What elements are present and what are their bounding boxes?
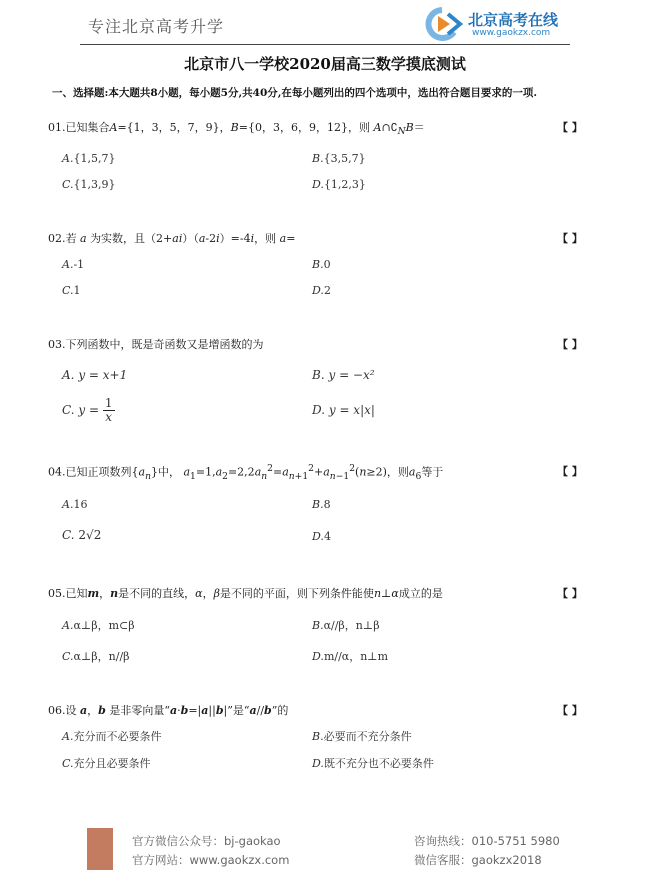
question-text: 是非零向量“	[109, 704, 170, 717]
question-text: 是不同的直线，	[118, 587, 196, 600]
option-d	[312, 403, 375, 417]
option-b	[312, 498, 331, 511]
option-b	[312, 258, 331, 271]
footer-accent-bar	[87, 828, 113, 870]
option-b	[312, 368, 375, 382]
option-letter: D.	[312, 530, 324, 543]
answer-bracket: 【 】	[557, 465, 583, 478]
option-text: 0	[323, 258, 331, 271]
question-text: ，	[99, 587, 111, 600]
question-text: 若	[65, 232, 77, 245]
fraction-one-over-x: $\frac{1}{x}$	[104, 396, 113, 424]
question-number: 04.	[48, 465, 66, 479]
option-a	[62, 368, 127, 382]
question-text: ={1，3，5，7，9}，	[117, 121, 231, 134]
footer-service: 微信客服：gaokzx2018	[414, 853, 542, 867]
option-letter: A.	[62, 498, 74, 511]
option-text: {1,5,7}	[73, 152, 116, 165]
option-text: α⊥β，n//β	[73, 650, 130, 663]
header-divider	[80, 44, 570, 45]
option-letter: A.	[62, 730, 74, 743]
option-text: -1	[73, 258, 85, 271]
question-number: 06.	[48, 704, 66, 717]
gaokao-logo-icon	[420, 6, 464, 42]
option-letter: D.	[312, 403, 326, 417]
option-text: y = −x²	[328, 368, 375, 382]
option-text: 2√2	[78, 528, 102, 542]
option-letter: C.	[62, 650, 74, 663]
answer-bracket: 【 】	[557, 232, 583, 245]
footer-website[interactable]: 官方网站：www.gaokzx.com	[132, 853, 290, 867]
option-letter: B.	[312, 619, 324, 632]
question-text: ）（	[182, 232, 199, 245]
question-text: 已知正项数列	[65, 465, 132, 479]
option-text: 充分且必要条件	[73, 757, 151, 770]
option-d	[312, 755, 434, 771]
option-c	[62, 755, 151, 771]
option-letter: D.	[312, 650, 324, 663]
option-text: 2	[323, 284, 331, 297]
answer-bracket: 【 】	[557, 121, 583, 134]
option-letter: A.	[62, 368, 75, 382]
site-logo	[420, 6, 580, 42]
option-text: 充分而不必要条件	[73, 730, 162, 743]
option-letter: B.	[312, 498, 324, 511]
logo-title: 北京高考在线	[468, 11, 559, 29]
question-number: 05.	[48, 587, 66, 600]
option-text: α⊥β，m⊂β	[73, 619, 135, 632]
question-4: 04.已知正项数列$\{a_n\}$中， $a_1=1,a_2=2,2a_n^2=a_{n+1}^2+a_{n-1}^2(n\ge 2)$，则$a_6$等于	[48, 463, 444, 482]
question-text: 下列函数中，既是奇函数又是增函数的为	[65, 338, 264, 351]
option-c	[62, 528, 101, 542]
option-b	[312, 617, 380, 633]
question-text: -2	[205, 232, 217, 245]
option-a	[62, 258, 84, 271]
option-letter: B.	[312, 730, 324, 743]
option-a	[62, 728, 161, 744]
option-text: 必要而不充分条件	[323, 730, 412, 743]
option-b	[312, 152, 366, 165]
option-letter: B.	[312, 258, 324, 271]
question-text: 设	[65, 704, 77, 717]
option-text: 既不充分也不必要条件	[323, 757, 434, 770]
option-a	[62, 498, 87, 511]
answer-bracket: 【 】	[557, 338, 583, 351]
section-heading: 一、选择题:本大题共8小题，每小题5分,共40分,在每小题列出的四个选项中，选出符合题目要求的一项.	[52, 87, 538, 99]
question-number: 01.	[48, 121, 66, 134]
question-text: ”的	[271, 704, 289, 717]
question-text: 中，	[157, 465, 180, 479]
option-text: y = x+1	[78, 368, 128, 382]
question-text: 为实数，且（2+	[90, 232, 173, 245]
question-text: ）=-4	[219, 232, 251, 245]
header-brand-text: 专注北京高考升学	[88, 17, 225, 36]
question-1: 01.已知集合A={1，3，5，7，9}，B={0，3，6，9，12}，则 $A\cap∁_NB=$	[48, 121, 425, 138]
question-6: 06.设 a，b 是非零向量“a·b=|a||b|”是“a//b”的	[48, 704, 289, 717]
question-text: 成立的是	[398, 587, 443, 600]
question-number: 03.	[48, 338, 66, 351]
option-c	[62, 178, 116, 191]
option-letter: C.	[62, 528, 75, 542]
option-c	[62, 284, 81, 297]
option-d	[312, 284, 331, 297]
footer-wechat: 官方微信公众号：bj-gaokao	[132, 834, 281, 848]
option-text: α//β，n⊥β	[323, 619, 380, 632]
option-letter: D.	[312, 284, 324, 297]
question-2: 02.若 a 为实数，且（2+ai）（a-2i）=-4i，则 a=	[48, 232, 296, 245]
question-text: 是不同的平面，则下列条件能使	[219, 587, 374, 600]
footer-hotline: 咨询热线：010-5751 5980	[414, 834, 560, 848]
question-text: 已知	[65, 587, 88, 600]
question-number: 02.	[48, 232, 66, 245]
question-text: 等于	[421, 465, 444, 479]
option-letter: C.	[62, 284, 74, 297]
option-text: {1,2,3}	[323, 178, 366, 191]
option-letter: C.	[62, 757, 74, 770]
option-a	[62, 152, 115, 165]
option-letter: D.	[312, 757, 324, 770]
option-letter: C.	[62, 178, 74, 191]
question-text: ，则	[386, 465, 409, 479]
option-letter: A.	[62, 152, 74, 165]
option-text: 8	[323, 498, 331, 511]
option-text: y = x|x|	[328, 403, 375, 417]
option-text: 1	[73, 284, 81, 297]
option-letter: D.	[312, 178, 324, 191]
option-d	[312, 648, 388, 664]
question-3	[48, 336, 264, 352]
question-text: =	[286, 232, 296, 245]
question-text: ，则	[254, 232, 277, 245]
option-letter: B.	[312, 152, 324, 165]
question-5: 05.已知m，n是不同的直线，α，β是不同的平面，则下列条件能使n⊥α成立的是	[48, 587, 443, 600]
option-letter: C.	[62, 403, 75, 417]
option-text: {3,5,7}	[323, 152, 366, 165]
option-d	[312, 178, 366, 191]
page-title: 北京市八一学校2020届高三数学摸底测试	[184, 55, 466, 73]
question-text: ={0，3，6，9，12}，则	[238, 121, 370, 134]
option-b	[312, 728, 412, 744]
option-text: {1,3,9}	[73, 178, 116, 191]
logo-url: www.gaokzx.com	[472, 28, 551, 38]
option-c: C. y = $\frac{1}{x}$	[62, 396, 113, 424]
option-letter: A.	[62, 258, 74, 271]
question-text: 已知集合	[65, 121, 110, 134]
option-d	[312, 530, 331, 543]
option-a	[62, 617, 135, 633]
option-text: 16	[73, 498, 88, 511]
option-c	[62, 648, 130, 664]
answer-bracket: 【 】	[557, 704, 583, 717]
option-letter: B.	[312, 368, 325, 382]
option-text: m//α，n⊥m	[323, 650, 389, 663]
answer-bracket: 【 】	[557, 587, 583, 600]
option-letter: A.	[62, 619, 74, 632]
option-text: 4	[323, 530, 331, 543]
question-text: ”是“	[227, 704, 250, 717]
